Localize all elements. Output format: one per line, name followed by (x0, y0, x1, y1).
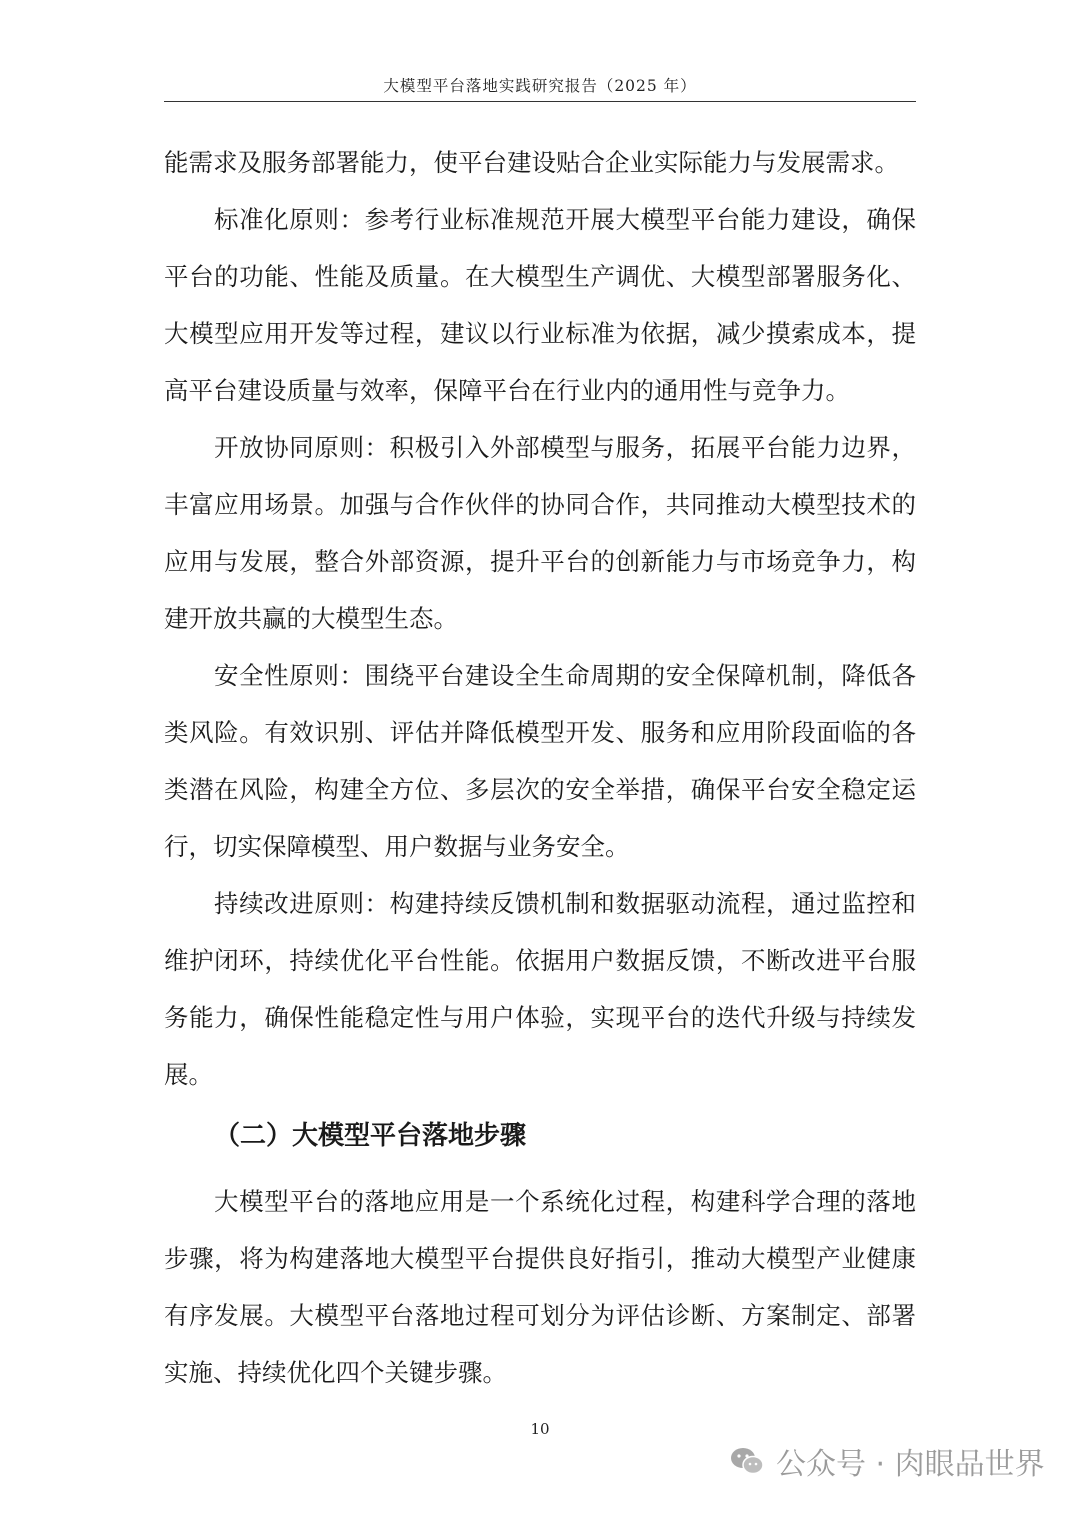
text-line (164, 1230, 916, 1287)
principle-term: 开放协同原则： (214, 433, 390, 462)
line-text: 类风险。有效识别、评估并降低模型开发、服务和应用阶段面临的各 (164, 718, 916, 747)
line-text: 应用与发展，整合外部资源，提升平台的创新能力与市场竞争力，构 (164, 547, 916, 576)
section-text (164, 1173, 916, 1401)
watermark-text: 公众号 · 肉眼品世界 (776, 1447, 1045, 1482)
watermark (730, 1436, 1045, 1486)
line-text: 参考行业标准规范开展大模型平台能力建设，确保 (364, 205, 916, 234)
header-divider (164, 101, 916, 102)
line-text: 步骤，将为构建落地大模型平台提供良好指引，推动大模型产业健康 (164, 1244, 916, 1273)
text-line (164, 761, 916, 818)
text-line (164, 191, 916, 248)
text-line (164, 590, 916, 647)
line-text: 行，切实保障模型、用户数据与业务安全。 (164, 832, 630, 861)
line-text: 建开放共赢的大模型生态。 (164, 604, 458, 633)
line-text: 务能力，确保性能稳定性与用户体验，实现平台的迭代升级与持续发 (164, 1003, 916, 1032)
line-text: 展。 (164, 1060, 213, 1089)
line-text: 大模型应用开发等过程，建议以行业标准为依据，减少摸索成本，提 (164, 319, 916, 348)
text-line (164, 305, 916, 362)
line-text: 丰富应用场景。加强与合作伙伴的协同合作，共同推动大模型技术的 (164, 490, 916, 519)
text-line (164, 1046, 916, 1103)
text-line (164, 1287, 916, 1344)
text-line (164, 704, 916, 761)
principle-term: 标准化原则： (214, 205, 365, 234)
line-text: 积极引入外部模型与服务，拓展平台能力边界， (389, 433, 916, 462)
line-text: 围绕平台建设全生命周期的安全保障机制，降低各 (364, 661, 916, 690)
principle-term: 安全性原则： (214, 661, 365, 690)
text-line (164, 362, 916, 419)
line-text: 有序发展。大模型平台落地过程可划分为评估诊断、方案制定、部署 (164, 1301, 916, 1330)
page-number: 10 (530, 1420, 550, 1438)
text-line (164, 248, 916, 305)
section-heading: （二）大模型平台落地步骤 (214, 1121, 527, 1151)
text-line (164, 533, 916, 590)
text-line (164, 1344, 916, 1401)
line-text: 大模型平台的落地应用是一个系统化过程，构建科学合理的落地 (214, 1187, 916, 1216)
line-text: 构建持续反馈机制和数据驱动流程，通过监控和 (389, 889, 916, 918)
page-header: 大模型平台落地实践研究报告（2025 年） (383, 77, 697, 95)
principles-text (164, 134, 916, 1103)
line-text: 高平台建设质量与效率，保障平台在行业内的通用性与竞争力。 (164, 376, 850, 405)
line-text: 类潜在风险，构建全方位、多层次的安全举措，确保平台安全稳定运 (164, 775, 916, 804)
line-text: 平台的功能、性能及质量。在大模型生产调优、大模型部署服务化、 (164, 262, 916, 291)
text-line (164, 875, 916, 932)
text-line (164, 932, 916, 989)
text-line (164, 419, 916, 476)
text-line (164, 476, 916, 533)
text-line (164, 134, 916, 191)
wechat-icon (730, 1446, 764, 1476)
text-line (164, 647, 916, 704)
line-text: 维护闭环，持续优化平台性能。依据用户数据反馈，不断改进平台服 (164, 946, 916, 975)
line-text: 能需求及服务部署能力，使平台建设贴合企业实际能力与发展需求。 (164, 148, 899, 177)
text-line (164, 1173, 916, 1230)
text-line (164, 818, 916, 875)
document-body (164, 134, 916, 1401)
line-text: 实施、持续优化四个关键步骤。 (164, 1358, 507, 1387)
principle-term: 持续改进原则： (214, 889, 390, 918)
text-line (164, 989, 916, 1046)
